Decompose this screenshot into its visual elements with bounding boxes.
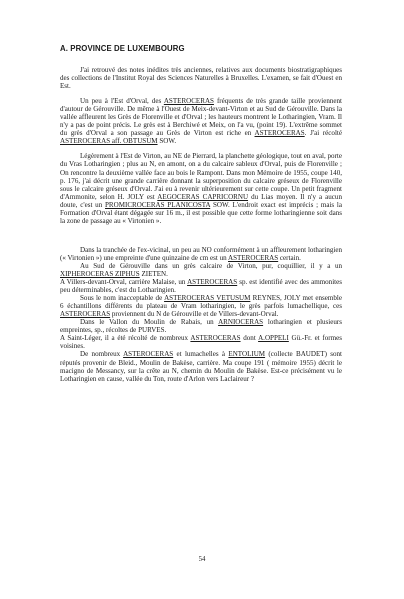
paragraph-orval-east: Un peu à l'Est d'Orval, des ASTEROCERAS fréquents de très grande taille proviennent d'autour de Gérouville. De même à l'Ouest de Meix-devant-Virton et au Sud de Gérouville. Dans la vallée affleurent les Grès de Florenville et d'Orval ; les hauteurs montrent le Lotharingien, Vram. Il n'y a pas de point précis. Le grès est à Berchiwé et Meix, on l'a vu, (point 19). L'extrême sommet du grès d'Orval a son passage au Grès de Virton est riche en ASTEROCERAS. J'ai récolté ASTEROCERAS aff. OBTUSUM SOW. bbox=[60, 97, 342, 146]
taxon-name: A.OPPELI bbox=[258, 334, 289, 343]
taxon-name: AEGOCERAS CAPRICORNU bbox=[157, 192, 249, 201]
body-text bbox=[60, 66, 342, 383]
taxon-name: PROMICROCERAS PLANICOSTA bbox=[105, 200, 211, 209]
taxon-name: ASTEROCERAS VETUSUM bbox=[164, 294, 251, 303]
paragraph-intro: J'ai retrouvé des notes inédites très anciennes, relatives aux documents biostratigraphiques des collections de l'Institut Royal des Sciences Naturelles à Bruxelles. L'examen, se fait d'Ouest en Est. bbox=[60, 66, 342, 91]
taxon-name: ASTEROCERAS bbox=[228, 253, 279, 262]
taxon-name: ASTEROCERAS aff. OBTUSUM bbox=[60, 137, 158, 146]
paragraph-sud-gerouville: Au Sud de Gérouville dans un grès calcaire de Virton, pur, coquillier, il y a un XIPHEROCERAS ZIPHUS ZIETEN. bbox=[60, 261, 342, 278]
taxon-name: ASTEROCERAS bbox=[163, 97, 214, 106]
paragraph-bleid: De nombreux ASTEROCERAS et lumachelles à ENTOLIUM (collecte BAUDET) sont réputés provenir de Bleid., Moulin de Bakèse, carrière. Ma coupe 191 ( mémoire 1955) décrit le macigno de Messancy, sur la crête au N, chemin du Moulin de Bakèse. Est-ce précisément vu le Lotharingien en cause, vallée du Ton, route d'Arlon vers Laclaireur ? bbox=[60, 350, 342, 383]
page-number: 54 bbox=[198, 556, 206, 563]
taxon-name: ARNIOCERAS bbox=[218, 318, 264, 327]
taxon-name: ASTEROCERAS bbox=[123, 350, 174, 359]
paragraph-tranchee: Dans la tranchée de l'ex-vicinal, un peu au NO conformément à un affleurement lotharingien (« Virtonien ») une empreinte d'une quinzaine de cm est un ASTEROCERAS certain. bbox=[60, 245, 342, 262]
taxon-name: ASTEROCERAS bbox=[254, 129, 305, 138]
taxon-name: ASTEROCERAS bbox=[187, 278, 238, 287]
taxon-name: ASTEROCERAS bbox=[60, 310, 111, 319]
taxon-name: ASTEROCERAS bbox=[190, 334, 241, 343]
paragraph-vetusum: Sous le nom inacceptable de ASTEROCERAS VETUSUM REYNES, JOLY met ensemble 6 échantillons différents du plateau de Vram lotharingien, le grès parfois lumachellique, ces ASTEROCERAS proviennent du N de Gérouville et de Villers-devant-Orval. bbox=[60, 294, 342, 319]
paragraph-saint-leger: A Saint-Léger, il a été récolté de nombreux ASTEROCERAS dont A.OPPELI Gü.-Fr. et formes voisines. bbox=[60, 334, 342, 351]
taxon-name: ENTOLIUM bbox=[228, 350, 266, 359]
section-heading: A. PROVINCE DE LUXEMBOURG bbox=[60, 44, 185, 53]
paragraph-rabais: Dans le Vallon du Moulin de Rabais, un ARNIOCERAS lotharingien et plusieurs empreintes, sp., récoltes de PURVES. bbox=[60, 318, 342, 335]
paragraph-villers: A Villers-devant-Orval, carrière Malaise, un ASTEROCERAS sp. est identifié avec des ammonites peu déterminables, c'est du Lotharingien. bbox=[60, 278, 342, 295]
paragraph-virton-east: Légèrement à l'Est de Virton, au NE de Pierrard, la planchette géologique, tout en aval, porte du Vras Lotharingien ; plus au N, en amont, on a du calcaire sableux d'Orval, puis de Florenville ; On rencontre la deuxième vallée face au bois le Rampont. Dans mon Mémoire de 1955, coupe 140, p. 176, j'ai décrit une grande carrière donnant la superposition du calcaire gréseux de Florenville sous le calcaire gréseux d'Orval. J'ai eu à revenir ultérieurement sur cette coupe. Un petit fragment d'Ammonite, selon H. JOLY est AEGOCERAS CAPRICORNU du Lias moyen. Il n'y a aucun doute, c'est un PROMICROCERAS PLANICOSTA SOW. L'endroit exact est imprécis ; mais la Formation d'Orval étant dégagée sur 16 m., il est possible que cette forme lotharingienne soit dans la zone de passage au « Virtonien ». bbox=[60, 152, 343, 225]
taxon-name: XIPHEROCERAS ZIPHUS bbox=[60, 269, 140, 278]
